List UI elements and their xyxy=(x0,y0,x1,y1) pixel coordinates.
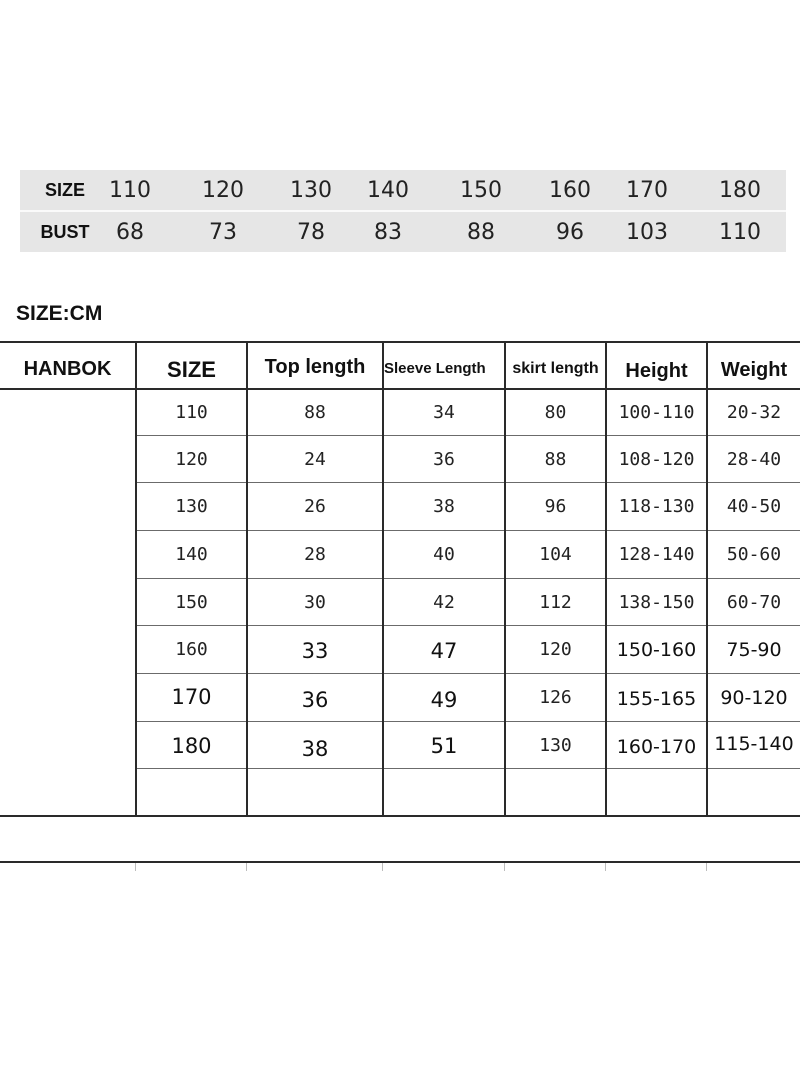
header-weight: Weight xyxy=(720,359,788,381)
header-sleeve-length: Sleeve Length xyxy=(384,360,486,377)
table-line xyxy=(0,815,800,817)
cell-skirt-length: 96 xyxy=(544,496,567,517)
table-line xyxy=(136,530,800,531)
table-tick xyxy=(246,863,247,871)
table-tick xyxy=(135,863,136,871)
cell-height: 100-110 xyxy=(618,402,695,423)
cell-size: 160 xyxy=(175,639,208,660)
cell-weight: 28-40 xyxy=(726,449,782,470)
bust-cell: 88 xyxy=(467,220,495,245)
cell-weight: 90-120 xyxy=(720,687,788,709)
table-tick xyxy=(382,863,383,871)
header-skirt-length: skirt length xyxy=(512,360,599,377)
cell-weight: 50-60 xyxy=(726,544,782,565)
bust-cell: 78 xyxy=(297,220,325,245)
cell-weight: 60-70 xyxy=(726,592,782,613)
size-row-label: SIZE xyxy=(44,180,85,200)
cell-height: 160-170 xyxy=(616,736,697,758)
cell-size: 170 xyxy=(171,685,212,709)
cell-size: 180 xyxy=(171,734,212,758)
size-cell: 140 xyxy=(367,178,409,203)
cell-weight: 115-140 xyxy=(714,733,794,755)
bust-row-label: BUST xyxy=(40,222,90,242)
cell-size: 110 xyxy=(175,402,208,423)
cell-top-length: 26 xyxy=(304,496,326,517)
cell-top-length: 36 xyxy=(301,688,329,712)
cell-top-length: 24 xyxy=(304,449,326,470)
cell-sleeve-length: 40 xyxy=(433,544,455,565)
cell-size: 140 xyxy=(175,544,208,565)
size-cell: 130 xyxy=(290,178,332,203)
bust-cell: 96 xyxy=(556,220,584,245)
size-cell: 120 xyxy=(202,178,244,203)
size-cell: 150 xyxy=(460,178,502,203)
product-label: HANBOK xyxy=(23,358,112,380)
cell-weight: 40-50 xyxy=(726,496,782,517)
cell-sleeve-length: 42 xyxy=(433,592,455,613)
cell-skirt-length: 112 xyxy=(539,592,572,613)
unit-label: SIZE:CM xyxy=(16,302,103,325)
cell-height: 155-165 xyxy=(616,688,697,710)
cell-top-length: 33 xyxy=(301,639,329,663)
cell-height: 138-150 xyxy=(618,592,695,613)
size-cell: 110 xyxy=(109,178,151,203)
cell-top-length: 30 xyxy=(304,592,326,613)
cell-size: 130 xyxy=(175,496,208,517)
bust-cell: 68 xyxy=(116,220,144,245)
table-tick xyxy=(706,863,707,871)
cell-size: 150 xyxy=(175,592,208,613)
cell-skirt-length: 80 xyxy=(544,402,567,423)
size-cell: 170 xyxy=(626,178,668,203)
cell-skirt-length: 126 xyxy=(539,687,572,708)
cell-sleeve-length: 38 xyxy=(433,496,455,517)
header-height: Height xyxy=(625,360,688,382)
cell-size: 120 xyxy=(175,449,208,470)
cell-height: 128-140 xyxy=(618,544,695,565)
size-cell: 180 xyxy=(719,178,761,203)
cell-height: 108-120 xyxy=(618,449,695,470)
header-size: SIZE xyxy=(167,357,216,382)
cell-sleeve-length: 51 xyxy=(430,734,458,758)
table-tick xyxy=(504,863,505,871)
cell-weight: 20-32 xyxy=(726,402,782,423)
bust-cell: 110 xyxy=(719,220,761,245)
bust-cell: 83 xyxy=(374,220,402,245)
header-top-length: Top length xyxy=(264,356,366,378)
cell-sleeve-length: 47 xyxy=(430,639,458,663)
cell-skirt-length: 104 xyxy=(539,544,572,565)
cell-height: 150-160 xyxy=(616,639,697,661)
cell-top-length: 88 xyxy=(304,402,326,423)
cell-sleeve-length: 36 xyxy=(433,449,455,470)
cell-skirt-length: 130 xyxy=(539,735,572,756)
cell-top-length: 38 xyxy=(301,737,329,761)
cell-weight: 75-90 xyxy=(726,639,782,661)
cell-top-length: 28 xyxy=(304,544,326,565)
table-line xyxy=(136,578,800,579)
table-tick xyxy=(605,863,606,871)
size-cell: 160 xyxy=(549,178,591,203)
bust-cell: 103 xyxy=(626,220,668,245)
cell-skirt-length: 120 xyxy=(539,639,572,660)
cell-height: 118-130 xyxy=(618,496,695,517)
bust-cell: 73 xyxy=(209,220,237,245)
cell-sleeve-length: 34 xyxy=(433,402,455,423)
cell-sleeve-length: 49 xyxy=(430,688,458,712)
table-line xyxy=(0,861,800,863)
cell-skirt-length: 88 xyxy=(544,449,567,470)
